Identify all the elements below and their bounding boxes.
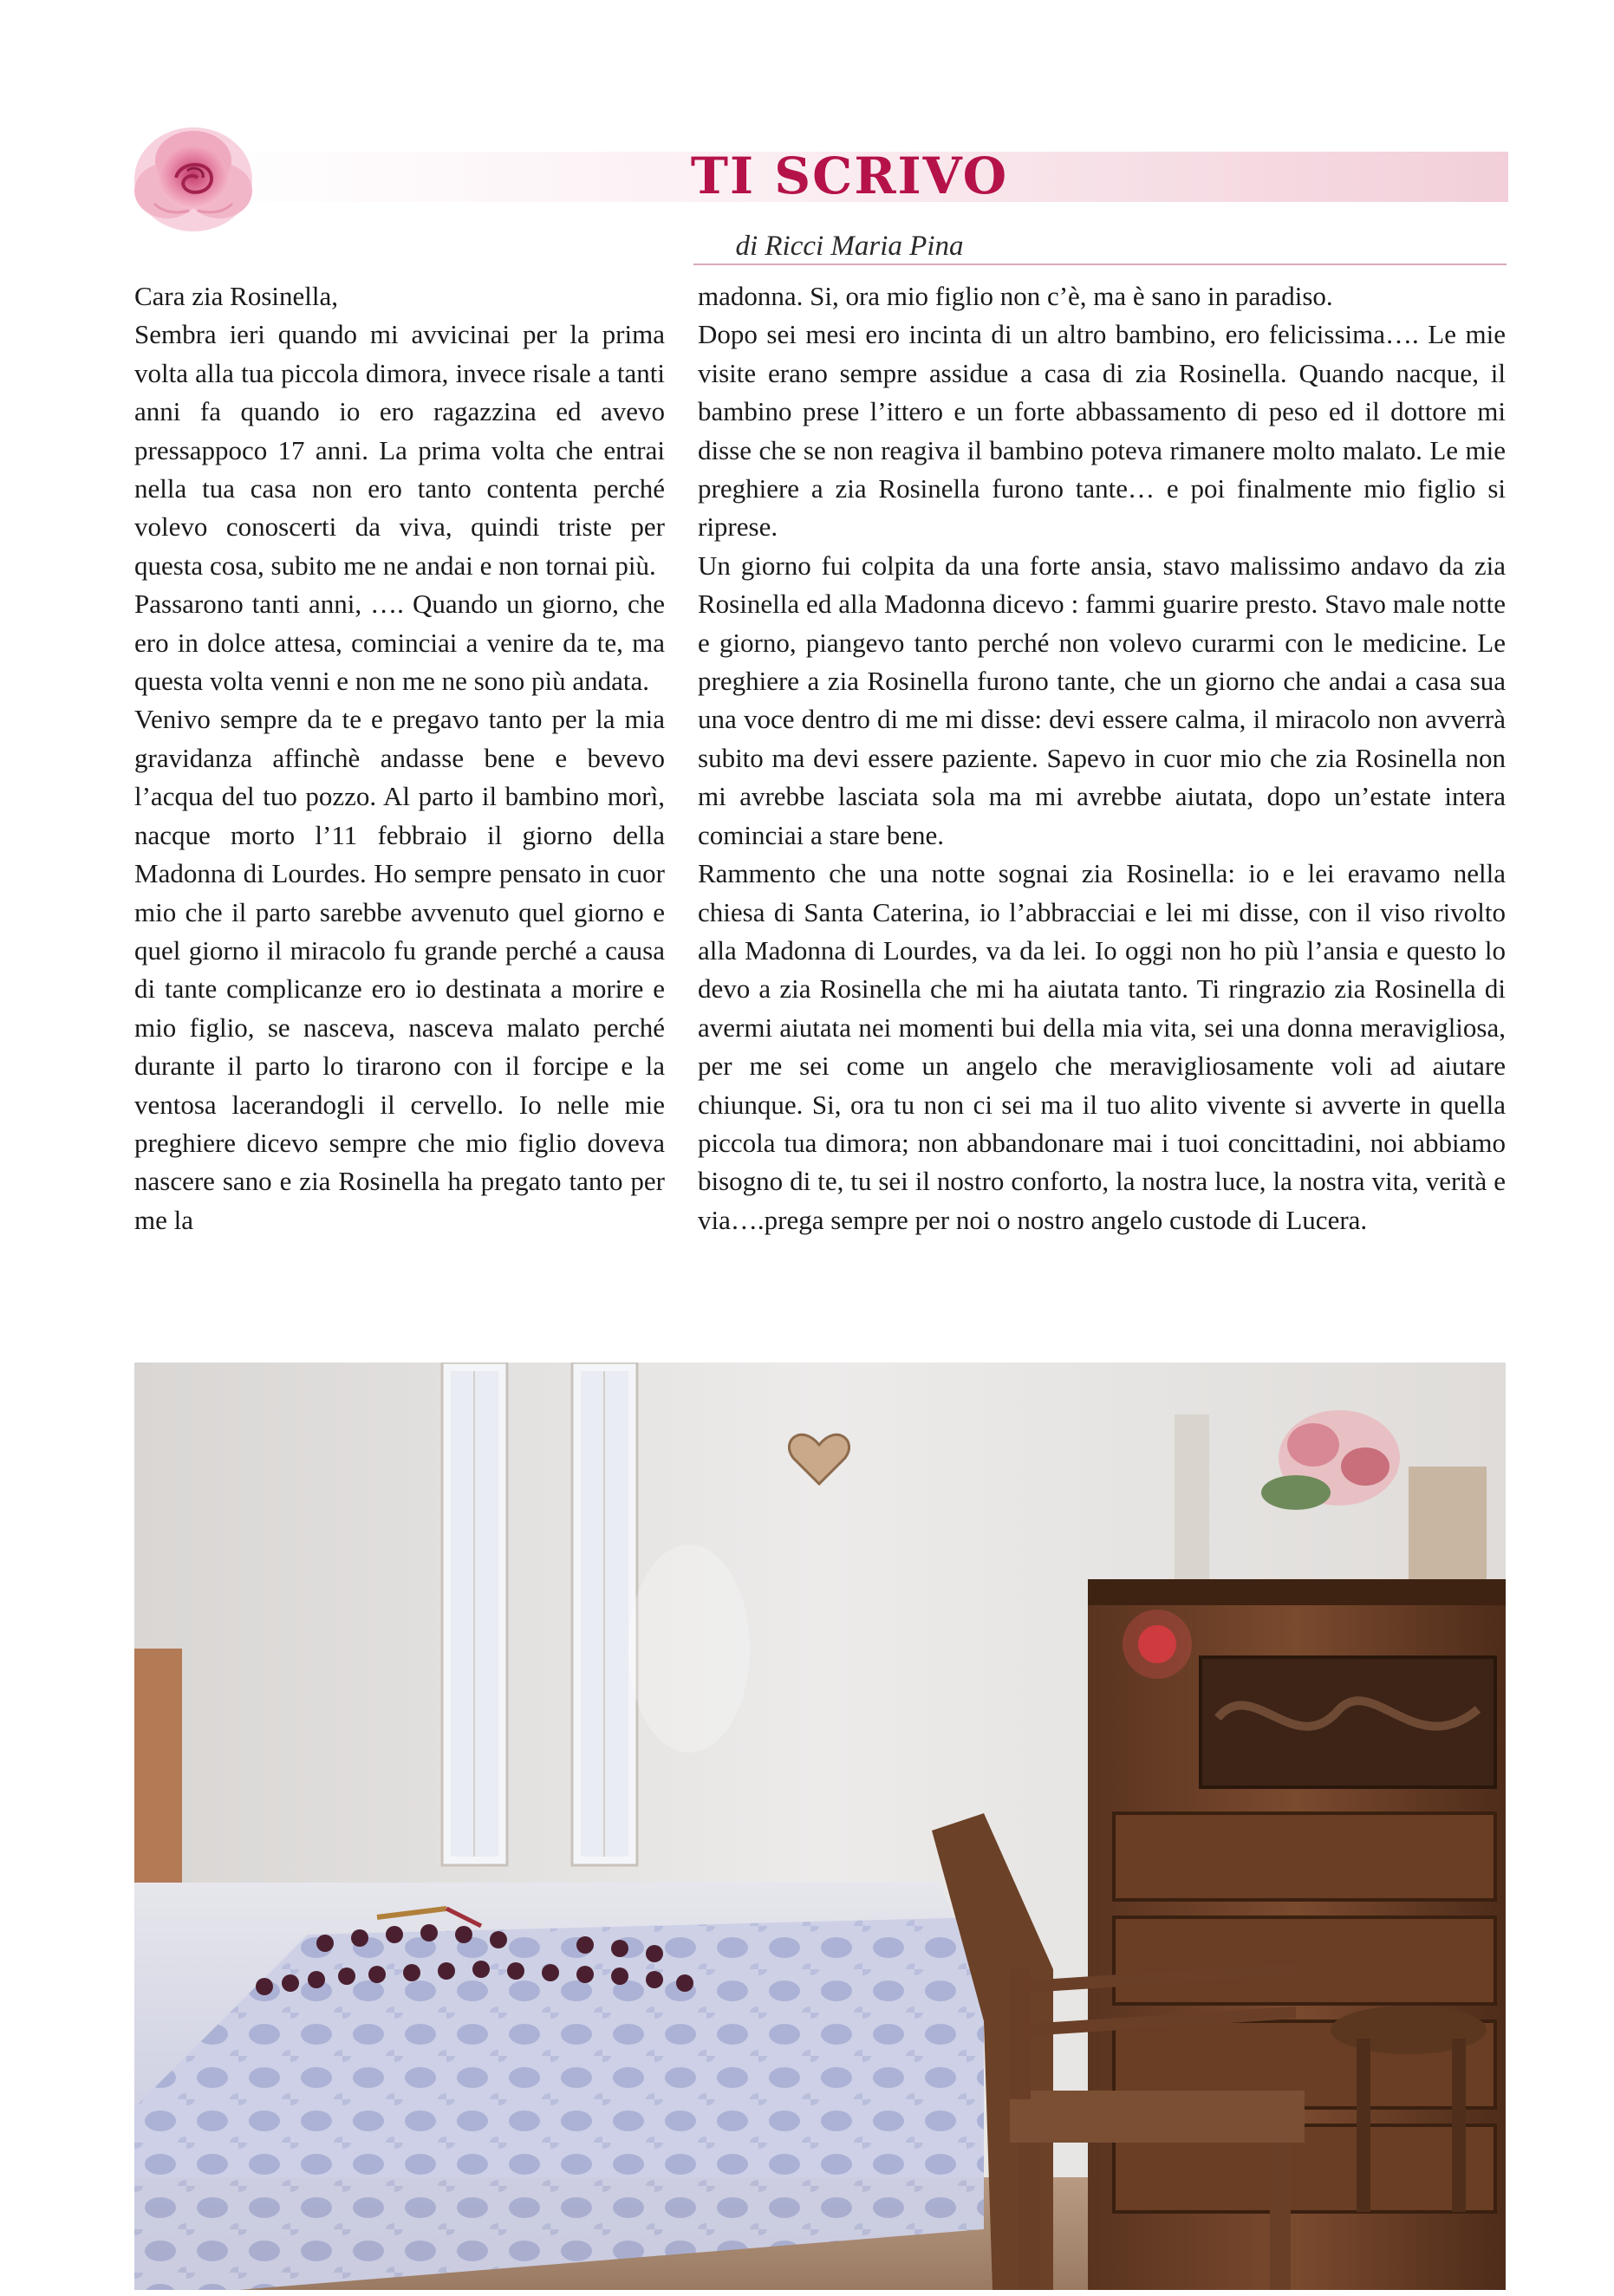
salutation: Cara zia Rosinella, [134, 281, 338, 311]
article-column-left [134, 277, 665, 1239]
page-title: TI SCRIVO [690, 146, 1009, 205]
article-column-right [698, 277, 1506, 1239]
title-divider [693, 263, 1507, 265]
paragraph: Venivo sempre da te e pregavo tanto per la mia gravidanza affinchè andasse bene e bevevo l’acqua del tuo pozzo. Al parto il bambino morì, nacque morto l’11 febbraio il giorno della Madonna di Lourdes. Ho sempre pensato in cuor mio che il parto sarebbe avvenuto quel giorno e quel giorno il miracolo fu grande perché a causa di tante complicanze ero io destinata a morire e mio figlio, se nasceva, nasceva malato perché durante il parto lo tirarono con il forcipe e la ventosa lacerandogli il cervello. Io nelle mie preghiere dicevo sempre che mio figlio doveva nascere sano e zia Rosinella ha pregato tanto per me la [134, 704, 665, 1235]
paragraph: Sembra ieri quando mi avvicinai per la prima volta alla tua piccola dimora, invece risale a tanti anni fa quando io ero ragazzina ed avevo pressappoco 17 anni. La prima volta che entrai nella tua casa non ero tanto contenta perché volevo conoscerti da viva, quindi triste per questa cosa, subito me ne andai e non tornai più. [134, 319, 665, 581]
bedroom-photo [134, 1363, 1506, 2290]
author-byline: di Ricci Maria Pina [735, 231, 964, 262]
paragraph: Rammento che una notte sognai zia Rosinella: io e lei eravamo nella chiesa di Santa Caterina, io l’abbracciai e lei mi disse, con il viso rivolto alla Madonna di Lourdes, va da lei. Io oggi non ho più l’ansia e questo lo devo a zia Rosinella che mi ha aiutata tanto. Ti ringrazio zia Rosinella di avermi aiutata nei momenti bui della mia vita, sei una donna meravigliosa, per me sei come un angelo che meravigliosamente voli ad aiutare chiunque. Si, ora tu non ci sei ma il tuo alito vivente si avverte in quella piccola tua dimora; non abbandonare mai i tuoi concittadini, noi abbiamo bisogno di te, tu sei il nostro conforto, la nostra luce, la nostra vita, verità e via….prega sempre per noi o nostro angelo custode di Lucera. [698, 858, 1506, 1235]
paragraph: Passarono tanti anni, …. Quando un giorno, che ero in dolce attesa, cominciai a venire da te, ma questa volta venni e non me ne sono più andata. [134, 589, 665, 697]
paragraph: Un giorno fui colpita da una forte ansia, stavo malissimo andavo da zia Rosinella ed alla Madonna dicevo : fammi guarire presto. Stavo male notte e giorno, piangevo tanto perché non volevo curarmi con le medicine. Le preghiere a zia Rosinella furono tante, che un giorno che andai a casa sua una voce dentro di me mi disse: devi essere calma, il miracolo non avverrà subito ma devi essere paziente. Sapevo in cuor mio che zia Rosinella non mi avrebbe lasciata sola ma mi avrebbe aiutata, dopo un’estate intera cominciai a stare bene. [698, 550, 1506, 850]
paragraph: madonna. Si, ora mio figlio non c’è, ma è sano in paradiso. [698, 281, 1333, 311]
rose-icon [128, 117, 258, 238]
paragraph: Dopo sei mesi ero incinta di un altro bambino, ero felicissima…. Le mie visite erano sempre assidue a casa di zia Rosinella. Quando nacque, il bambino prese l’ittero e un forte abbassamento di peso ed il dottore mi disse che se non reagiva il bambino poteva rimanere molto malato. Le mie preghiere a zia Rosinella furono tante… e poi finalmente mio figlio si riprese. [698, 319, 1506, 543]
